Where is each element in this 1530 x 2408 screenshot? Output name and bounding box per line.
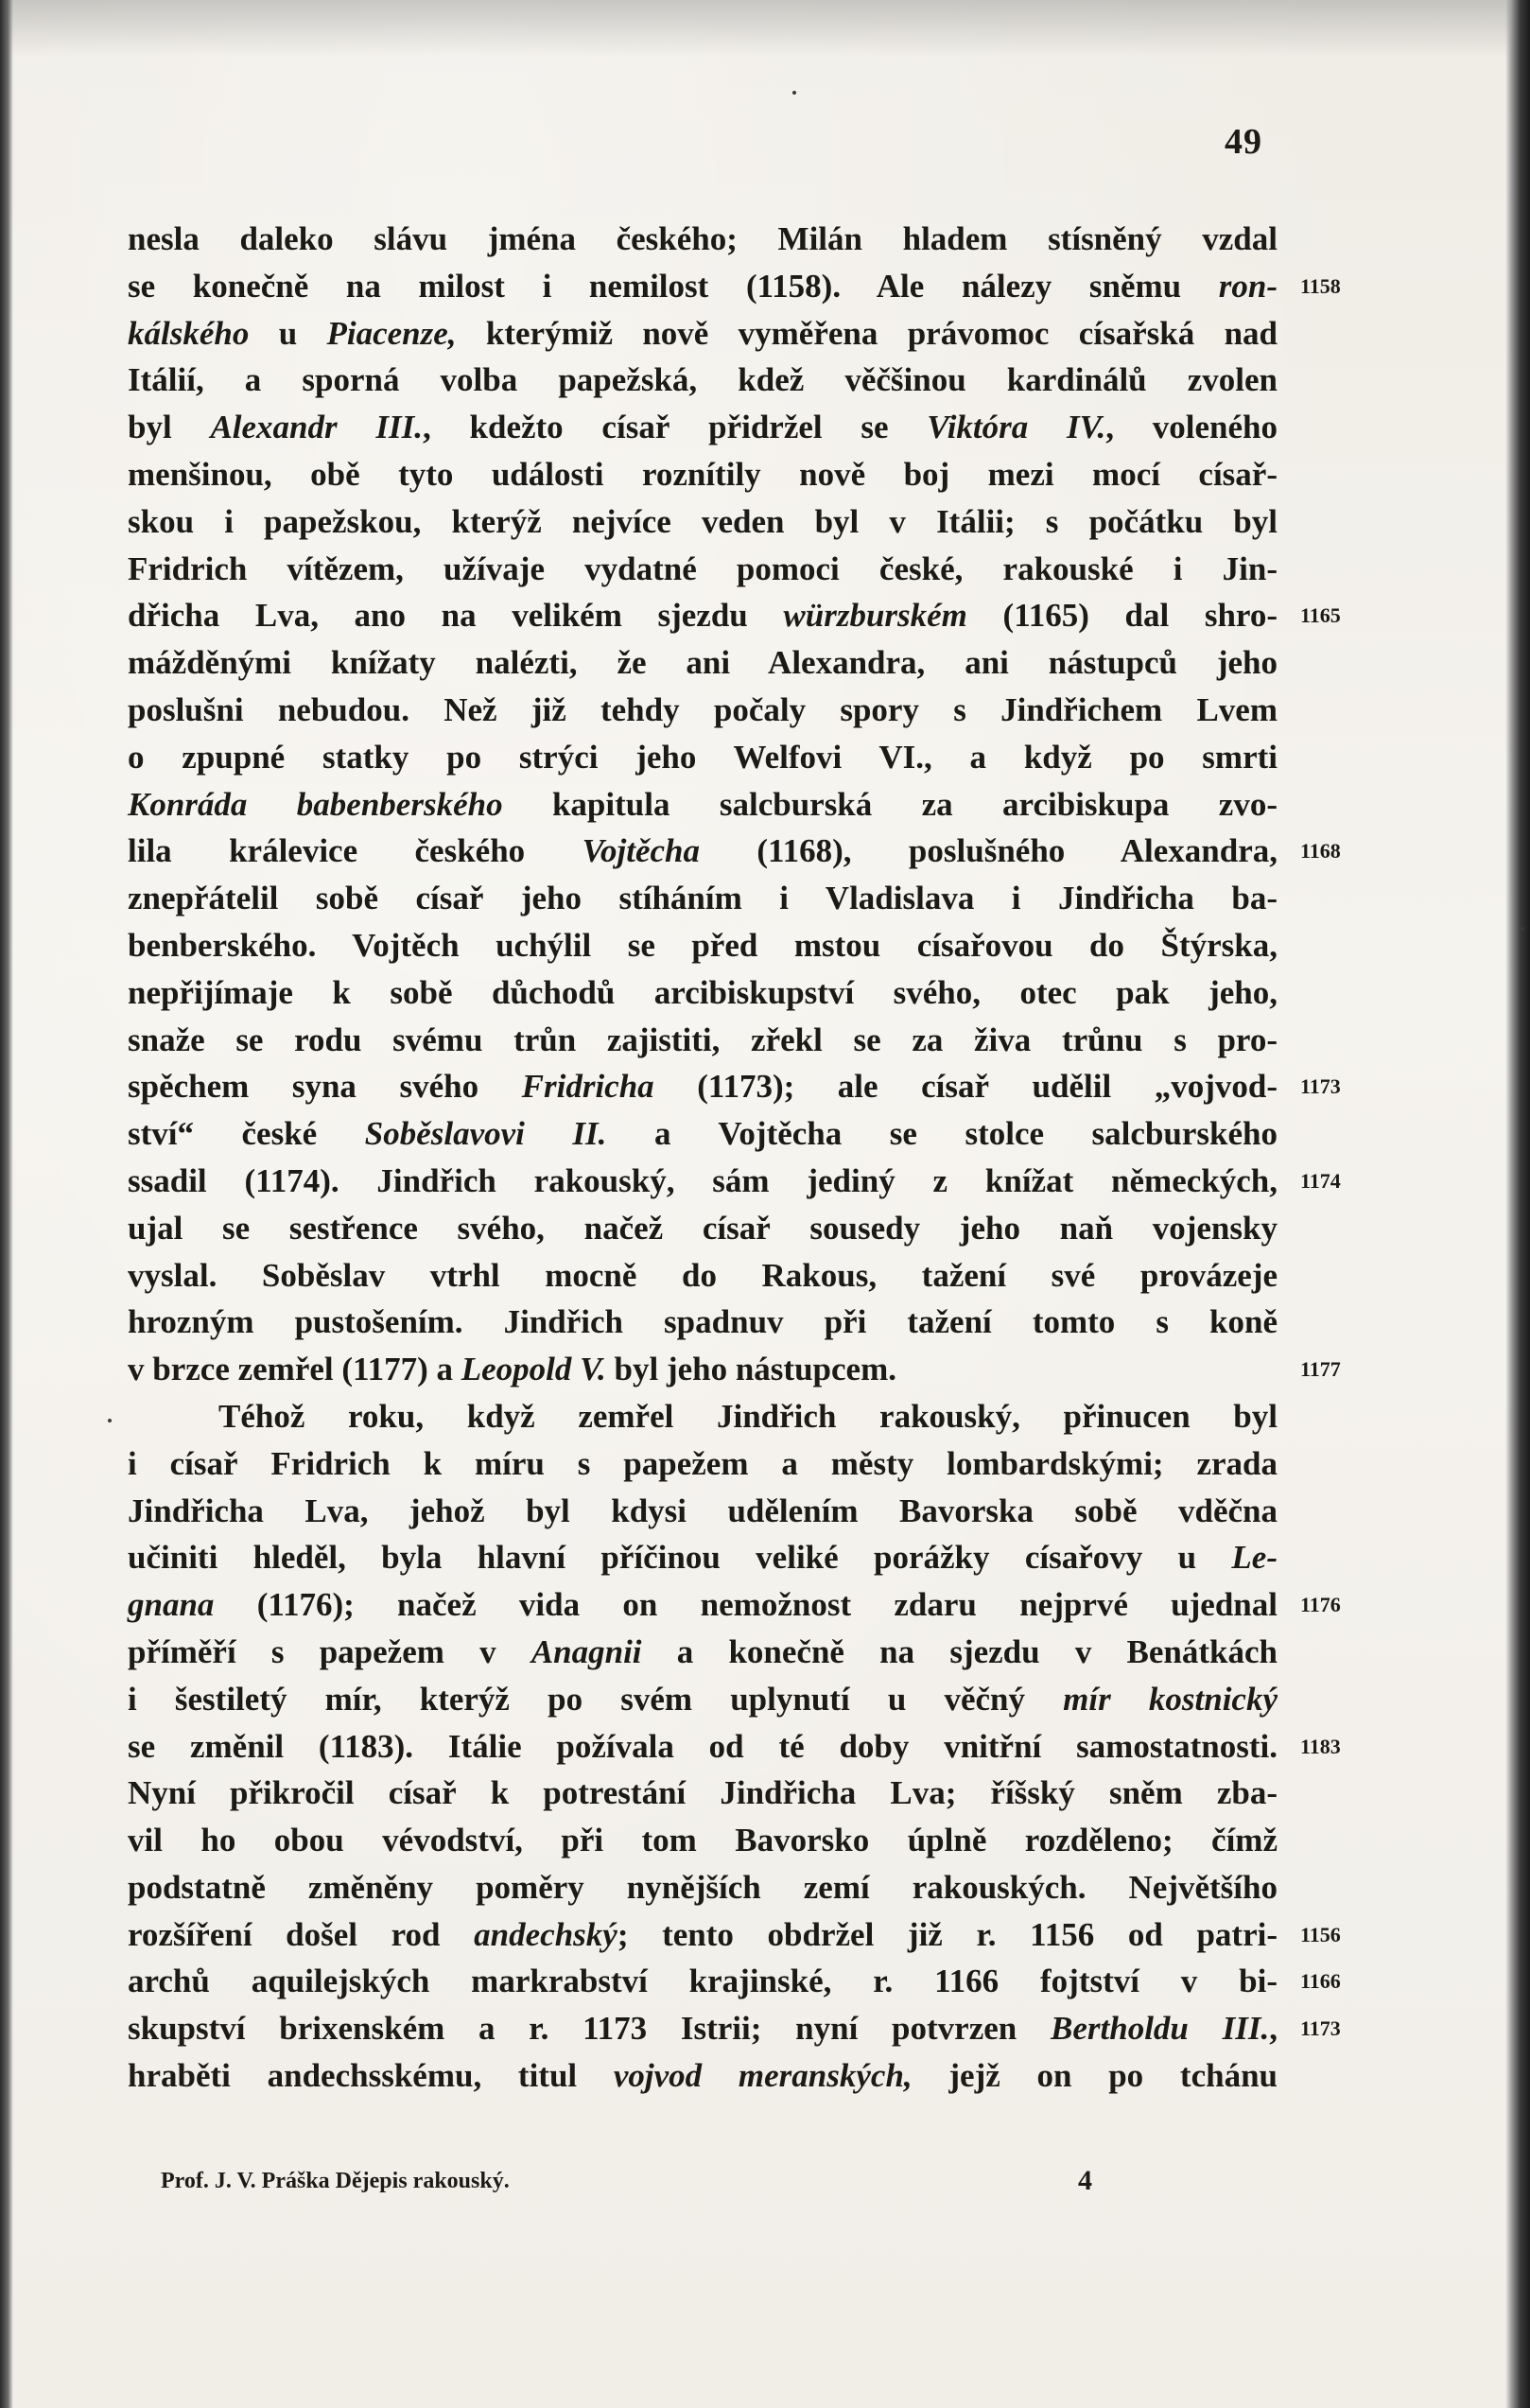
text-run: nepřijímaje k sobě důchodů arcibiskupství svého, otec pak jeho, [128, 973, 1278, 1011]
text-run: Nyní přikročil císař k potrestání Jindřicha Lva; říšský sněm zba- [128, 1774, 1278, 1812]
text-run: , [1269, 2010, 1278, 2048]
text-run: ssadil (1174). Jindřich rakouský, sám jediný z knížat německých, [128, 1161, 1278, 1199]
text-line [128, 592, 1341, 639]
text-line [128, 263, 1341, 310]
text-run: vyslal. Soběslav vtrhl mocně do Rakous, tažení své provázeje [128, 1256, 1278, 1294]
text-line [128, 1911, 1341, 1959]
text-line [128, 2052, 1278, 2100]
footer-signature: Prof. J. V. Práška Dějepis rakouský. [161, 2169, 510, 2193]
italic-text: Konráda babenberského [128, 785, 503, 823]
text-run: kterýmiž nově vyměřena právomoc císařská nad [456, 314, 1278, 352]
text-run: příměří s papežem v [128, 1632, 531, 1670]
text-line [128, 310, 1278, 358]
text-line [128, 922, 1278, 969]
italic-text: kálského [128, 314, 250, 352]
text-run: byl jeho nástupcem. [605, 1351, 896, 1388]
text-run: skupství brixenském a r. 1173 Istrii; nyní potvrzen [128, 2010, 1051, 2048]
text-run: mážděnými knížaty nalézti, že ani Alexandra, ani nástupců jeho [128, 644, 1278, 682]
text-run: menšinou, obě tyto události roznítily nově boj mezi mocí císař- [128, 455, 1278, 493]
margin-year-note: 1158 [1300, 273, 1341, 298]
text-run: kapitula salcburská za arcibiskupa zvo- [502, 785, 1278, 823]
margin-year-note: 1156 [1300, 1922, 1341, 1946]
margin-year-note: 1174 [1300, 1168, 1341, 1193]
scan-speck [108, 1419, 112, 1422]
italic-text: würzburském [783, 597, 967, 635]
scan-shadow-left [0, 0, 13, 2408]
text-run: o zpupné statky po strýci jeho Welfovi VI., a když po smrti [128, 738, 1278, 776]
text-line [128, 969, 1278, 1017]
text-line [128, 1629, 1278, 1676]
text-line [128, 1205, 1278, 1252]
text-run: vil ho obou vévodství, při tom Bavorsko úplně rozděleno; čímž [128, 1822, 1278, 1859]
italic-text: Bertholdu III. [1051, 2010, 1270, 2048]
text-run: , kdežto císař přidržel se [423, 409, 928, 446]
italic-text: mír kostnický [1063, 1680, 1278, 1718]
text-run: poslušni nebudou. Než již tehdy počaly spory s Jindřichem Lvem [128, 690, 1278, 728]
text-line [128, 1958, 1341, 2005]
text-run: se konečně na milost i nemilost (1158). Ale nálezy sněmu [128, 267, 1219, 305]
italic-text: Vojtěcha [582, 832, 701, 870]
text-line [128, 1676, 1278, 1723]
text-line [128, 1393, 1278, 1440]
text-run: a Vojtěcha se stolce salcburského [606, 1115, 1278, 1153]
text-run: nesla daleko slávu jména českého; Milán hladem stísněný vzdal [128, 220, 1278, 257]
text-line [128, 734, 1278, 781]
italic-text: andechský [474, 1915, 617, 1953]
text-run: ujal se sestřence svého, načež císař sousedy jeho naň vojensky [128, 1209, 1278, 1247]
margin-year-note: 1177 [1300, 1357, 1341, 1382]
text-run: znepřátelil sobě císař jeho stíháním i Vladislava i Jindřicha ba- [128, 880, 1278, 917]
text-run: (1176); načež vida on nemožnost zdaru nejprvé ujednal [214, 1586, 1278, 1624]
text-line [128, 546, 1278, 593]
text-run: podstatně změněny poměry nynějších zemí rakouských. Největšího [128, 1868, 1278, 1906]
text-line [128, 687, 1278, 734]
margin-year-note: 1173 [1300, 1074, 1341, 1099]
text-run: Téhož roku, když zemřel Jindřich rakouský, přinucen byl [218, 1397, 1278, 1435]
scan-speck [1521, 927, 1524, 931]
italic-text: Le- [1231, 1539, 1278, 1577]
text-line [128, 1017, 1278, 1064]
page-number: 49 [1225, 122, 1262, 162]
text-run: , voleného [1105, 409, 1278, 446]
text-line [128, 1864, 1278, 1911]
text-run: (1168), poslušného Alexandra, [700, 832, 1278, 870]
text-line [128, 1581, 1341, 1629]
text-run: jejž on po tchánu [912, 2057, 1278, 2095]
text-run: archů aquilejských markrabství krajinské, r. 1166 fojtství v bi- [128, 1963, 1278, 2000]
italic-text: Anagnii [530, 1632, 642, 1670]
text-line [128, 1488, 1278, 1535]
scan-speck [792, 91, 796, 95]
body-text [128, 216, 1341, 2100]
text-line [128, 1252, 1278, 1300]
text-run: u [249, 314, 327, 352]
text-run: benberského. Vojtěch uchýlil se před mstou císařovou do Štýrska, [128, 926, 1278, 964]
text-line [128, 1063, 1341, 1110]
text-line [128, 498, 1278, 546]
text-run: spěchem syna svého [128, 1068, 522, 1106]
margin-year-note: 1176 [1300, 1593, 1341, 1617]
text-run: snaže se rodu svému trůn zajistiti, zřekl se za živa trůnu s pro- [128, 1021, 1278, 1058]
text-line [128, 1440, 1278, 1488]
text-run: hrozným pustošením. Jindřich spadnuv při tažení tomto s koně [128, 1303, 1278, 1341]
margin-year-note: 1165 [1300, 603, 1341, 628]
text-run: Fridrich vítězem, užívaje vydatné pomoci české, rakouské i Jin- [128, 550, 1278, 587]
text-run: rozšíření došel rod [128, 1915, 475, 1953]
margin-year-note: 1183 [1300, 1734, 1341, 1758]
text-run: a konečně na sjezdu v Benátkách [641, 1632, 1278, 1670]
scan-shadow-right [1505, 0, 1530, 2408]
text-run: dřicha Lva, ano na velikém sjezdu [128, 597, 784, 635]
text-run: skou i papežskou, kterýž nejvíce veden byl v Itálii; s počátku byl [128, 502, 1278, 540]
text-run: i císař Fridrich k míru s papežem a městy lombardskými; zrada [128, 1444, 1278, 1482]
text-run: učiniti hleděl, byla hlavní příčinou veliké porážky císařovy u [128, 1539, 1232, 1577]
text-line [128, 1110, 1278, 1158]
italic-text: Fridricha [521, 1068, 654, 1106]
margin-year-note: 1168 [1300, 839, 1341, 864]
text-line [128, 1770, 1278, 1817]
text-run: se změnil (1183). Itálie požívala od té doby vnitřní samostatnosti. [128, 1727, 1278, 1765]
italic-text: vojvod meranských, [613, 2057, 913, 2095]
text-line [128, 404, 1278, 451]
italic-text: Alexandr III. [210, 409, 424, 446]
text-line [128, 828, 1341, 875]
text-line [128, 216, 1278, 263]
footer-sheet-number: 4 [1078, 2165, 1092, 2196]
text-line [128, 639, 1278, 687]
italic-text: Leopold V. [461, 1351, 606, 1388]
margin-year-note: 1166 [1300, 1969, 1341, 1994]
text-run: hraběti andechsskému, titul [128, 2057, 614, 2095]
text-run: ství“ české [128, 1115, 365, 1153]
text-line [128, 875, 1278, 922]
text-line [128, 1158, 1341, 1205]
text-line [128, 451, 1278, 498]
text-line [128, 2005, 1341, 2052]
text-run: lila králevice českého [128, 832, 582, 870]
text-line [128, 1346, 1341, 1393]
text-run: (1165) dal shro- [966, 597, 1278, 635]
text-line [128, 1534, 1278, 1581]
text-line [128, 1723, 1341, 1771]
text-line [128, 357, 1278, 404]
text-run: ; tento obdržel již r. 1156 od patri- [617, 1915, 1278, 1953]
text-line [128, 781, 1278, 829]
italic-text: ron- [1218, 267, 1278, 305]
italic-text: Soběslavovi II. [364, 1115, 607, 1153]
text-run: Jindřicha Lva, jehož byl kdysi udělením Bavorska sobě vděčna [128, 1492, 1278, 1529]
text-run: byl [128, 409, 211, 446]
italic-text: Piacenze, [326, 314, 457, 352]
italic-text: gnana [128, 1586, 215, 1624]
text-line [128, 1817, 1278, 1864]
text-run: (1173); ale císař udělil „vojvod- [653, 1068, 1278, 1106]
text-line [128, 1299, 1278, 1346]
italic-text: Viktóra IV. [927, 409, 1106, 446]
scan-shadow-top [0, 0, 1530, 57]
text-run: v brzce zemřel (1177) a [128, 1351, 461, 1388]
margin-year-note: 1173 [1300, 2016, 1341, 2041]
text-run: i šestiletý mír, kterýž po svém uplynutí u věčný [128, 1680, 1064, 1718]
text-run: Itálií, a sporná volba papežská, kdež věčšinou kardinálů zvolen [128, 361, 1278, 399]
